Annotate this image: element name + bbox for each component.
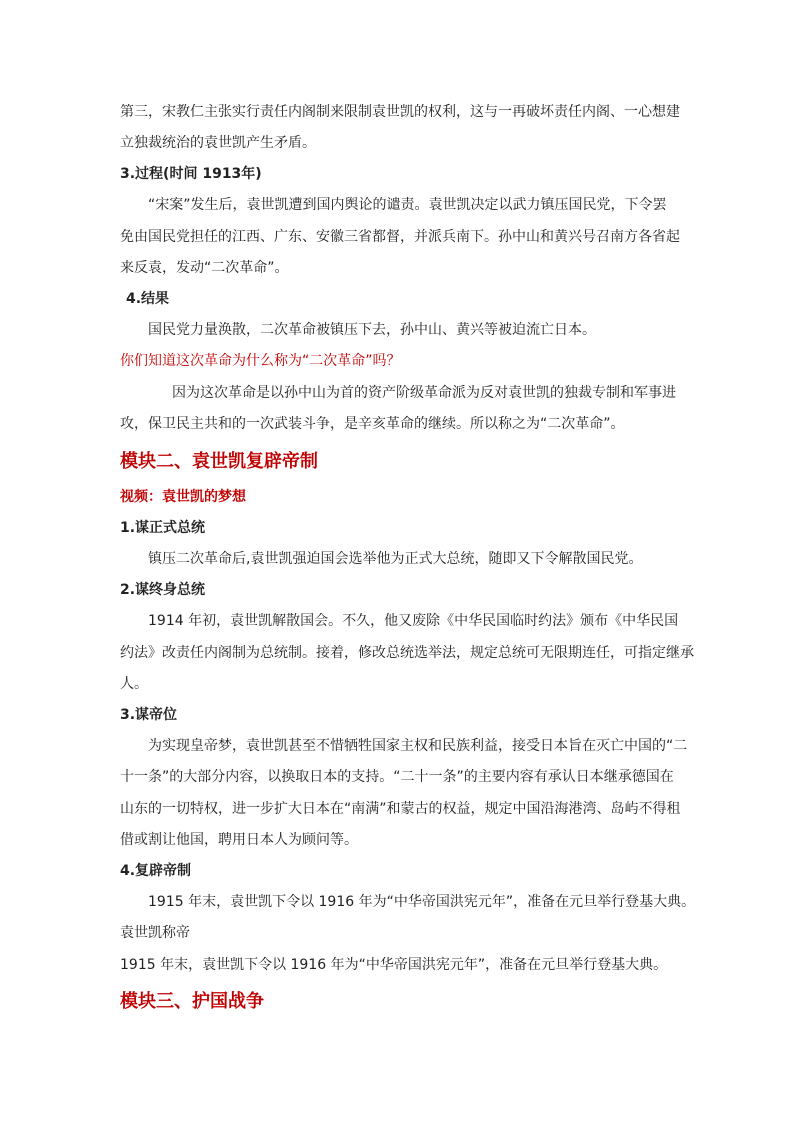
paragraph-line: 人。 (120, 676, 148, 692)
paragraph-line: 为实现皇帝梦，袁世凯甚至不惜牺牲国家主权和民族利益，接受日本旨在灭亡中国的“二 (148, 738, 688, 754)
paragraph-line: 免由国民党担任的江西、广东、安徽三省都督，并派兵南下。孙中山和黄兴号召南方各省起 (120, 229, 680, 245)
section-heading: 4.复辟帝制 (120, 863, 192, 879)
paragraph-line: 国民党力量涣散，二次革命被镇压下去，孙中山、黄兴等被迫流亡日本。 (148, 322, 596, 338)
paragraph-line: 因为这次革命是以孙中山为首的资产阶级革命派为反对袁世凯的独裁专制和军事进 (172, 385, 676, 401)
paragraph-line: 攻，保卫民主共和的一次武装斗争，是辛亥革命的继续。所以称之为“二次革命”。 (120, 416, 625, 432)
paragraph-line: 1914 年初，袁世凯解散国会。不久，他又废除《中华民国临时约法》颁布《中华民国 (148, 613, 679, 629)
paragraph-line: 袁世凯称帝 (120, 925, 190, 941)
module-heading: 模块二、袁世凯复辟帝制 (120, 451, 318, 472)
section-heading: 3.过程(时间 1913年) (120, 166, 262, 182)
paragraph-line: 第三，宋教仁主张实行责任内阁制来限制袁世凯的权利，这与一再破坏责任内阁、一心想建 (120, 104, 680, 120)
section-heading: 4.结果 (126, 291, 170, 307)
paragraph-line: 借或割让他国，聘用日本人为顾问等。 (120, 832, 358, 848)
paragraph-line: 1915 年末，袁世凯下令以 1916 年为“中华帝国洪宪元年”，准备在元旦举行登基大典。 (148, 894, 696, 910)
paragraph-line: 约法》改责任内阁制为总统制。接着，修改总统选举法，规定总统可无限期连任，可指定继承 (120, 645, 694, 661)
paragraph-line: 来反袁，发动“二次革命”。 (120, 260, 289, 276)
section-heading: 2.谋终身总统 (120, 582, 206, 598)
question-line: 你们知道这次革命为什么称为“二次革命”吗？ (120, 353, 401, 369)
paragraph-line: 山东的一切特权，进一步扩大日本在“南满”和蒙古的权益，规定中国沿海港湾、岛屿不得租 (120, 801, 681, 817)
paragraph-line: 立独裁统治的袁世凯产生矛盾。 (120, 135, 316, 151)
section-heading: 3.谋帝位 (120, 707, 178, 723)
paragraph-line: 1915 年末，袁世凯下令以 1916 年为“中华帝国洪宪元年”，准备在元旦举行登基大典。 (120, 957, 668, 973)
video-link[interactable]: 视频：袁世凯的梦想 (120, 489, 246, 505)
module-heading: 模块三、护国战争 (120, 991, 264, 1012)
paragraph-line: “宋案”发生后，袁世凯遭到国内舆论的谴责。袁世凯决定以武力镇压国民党，下令罢 (148, 197, 667, 213)
paragraph-line: 镇压二次革命后,袁世凯强迫国会选举他为正式大总统，随即又下令解散国民党。 (148, 551, 643, 567)
paragraph-line: 十一条”的大部分内容，以换取日本的支持。“二十一条”的主要内容有承认日本继承德国在 (120, 769, 674, 785)
section-heading: 1.谋正式总统 (120, 520, 206, 536)
